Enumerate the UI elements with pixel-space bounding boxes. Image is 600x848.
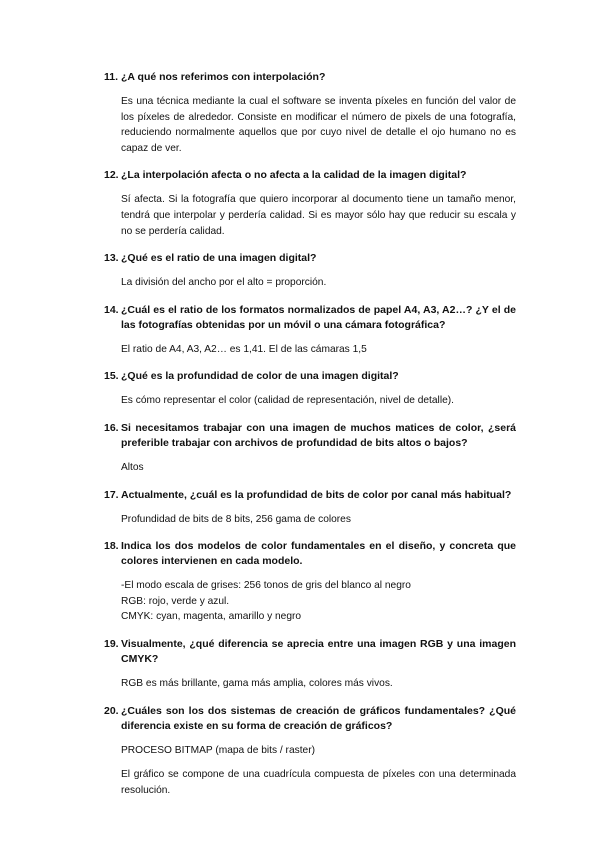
- answer-paragraph: El ratio de A4, A3, A2… es 1,41. El de las cámaras 1,5: [121, 343, 367, 355]
- answer-paragraph: RGB es más brillante, gama más amplia, colores más vivos.: [121, 677, 393, 689]
- answer-paragraph: Profundidad de bits de 8 bits, 256 gama de colores: [121, 513, 351, 525]
- question-text: Visualmente, ¿qué diferencia se aprecia entre una imagen RGB y una imagen CMYK?: [121, 637, 516, 665]
- question: [104, 251, 516, 266]
- question-number: 13.: [104, 252, 119, 265]
- question: [104, 168, 516, 183]
- answer: [121, 275, 516, 291]
- question-text: ¿Cuál es el ratio de los formatos normalizados de papel A4, A3, A2…? ¿Y el de las fotografías obtenidas por un móvil o una cámara fotográfica?: [121, 303, 516, 331]
- question-number: 14.: [104, 303, 119, 316]
- question-number: 12.: [104, 169, 119, 182]
- question: [104, 421, 516, 451]
- question-number: 18.: [104, 540, 119, 553]
- answer-paragraph: La división del ancho por el alto = proporción.: [121, 277, 327, 289]
- answer-paragraph: Sí afecta. Si la fotografía que quiero incorporar al documento tiene un tamaño menor, tendrá que interpolar y perdería calidad. Si es mayor sólo hay que reducir su escala y no se perdería calidad.: [121, 194, 516, 237]
- answer: [121, 512, 516, 528]
- question: [104, 303, 516, 333]
- question-text: ¿A qué nos referimos con interpolación?: [121, 71, 326, 83]
- question-number: 17.: [104, 488, 119, 501]
- answer-paragraph: -El modo escala de grises: 256 tonos de gris del blanco al negro: [121, 580, 411, 592]
- answer: [121, 460, 516, 476]
- question-text: ¿Qué es el ratio de una imagen digital?: [121, 252, 317, 265]
- question-number: 19.: [104, 637, 119, 650]
- question-text: ¿Qué es la profundidad de color de una imagen digital?: [121, 370, 399, 383]
- answer-paragraph: PROCESO BITMAP (mapa de bits / raster): [121, 744, 315, 756]
- question-text: ¿La interpolación afecta o no afecta a la calidad de la imagen digital?: [121, 169, 467, 182]
- answer-paragraph: El gráfico se compone de una cuadrícula compuesta de píxeles con una determinada resolución.: [121, 769, 516, 796]
- question-text: ¿Cuáles son los dos sistemas de creación de gráficos fundamentales? ¿Qué diferencia existe en su forma de creación de gráficos?: [121, 704, 516, 732]
- question-number: 20.: [104, 704, 119, 717]
- question-text: Si necesitamos trabajar con una imagen de muchos matices de color, ¿será preferible trabajar con archivos de profundidad de bits altos o bajos?: [121, 421, 516, 449]
- question: [104, 70, 516, 85]
- question-number: 15.: [104, 370, 119, 383]
- question-number: 16.: [104, 421, 119, 434]
- answer: [121, 743, 516, 799]
- answer: [121, 578, 516, 625]
- answer-paragraph: RGB: rojo, verde y azul.: [121, 595, 230, 607]
- answer: [121, 342, 516, 358]
- answer: [121, 393, 516, 409]
- question-number: 11.: [104, 71, 119, 83]
- answer: [121, 676, 516, 692]
- answer: [121, 192, 516, 239]
- question: [104, 637, 516, 667]
- question: [104, 539, 516, 569]
- answer: [121, 94, 516, 156]
- question: [104, 704, 516, 734]
- answer-paragraph: CMYK: cyan, magenta, amarillo y negro: [121, 611, 302, 623]
- answer-paragraph: Altos: [121, 461, 144, 473]
- answer-paragraph: Es cómo representar el color (calidad de representación, nivel de detalle).: [121, 395, 454, 407]
- question-text: Indica los dos modelos de color fundamentales en el diseño, y concreta que colores intervienen en cada modelo.: [121, 540, 516, 568]
- question-text: Actualmente, ¿cuál es la profundidad de bits de color por canal más habitual?: [121, 488, 512, 501]
- answer-paragraph: Es una técnica mediante la cual el software se inventa píxeles en función del valor de los píxeles de alrededor. Consiste en modificar el número de pixels de una fotografía, reduciendo normalmente aquellos que por cuyo nivel de detalle el ojo humano no es capaz de ver.: [121, 96, 516, 154]
- question: [104, 488, 516, 503]
- question: [104, 369, 516, 384]
